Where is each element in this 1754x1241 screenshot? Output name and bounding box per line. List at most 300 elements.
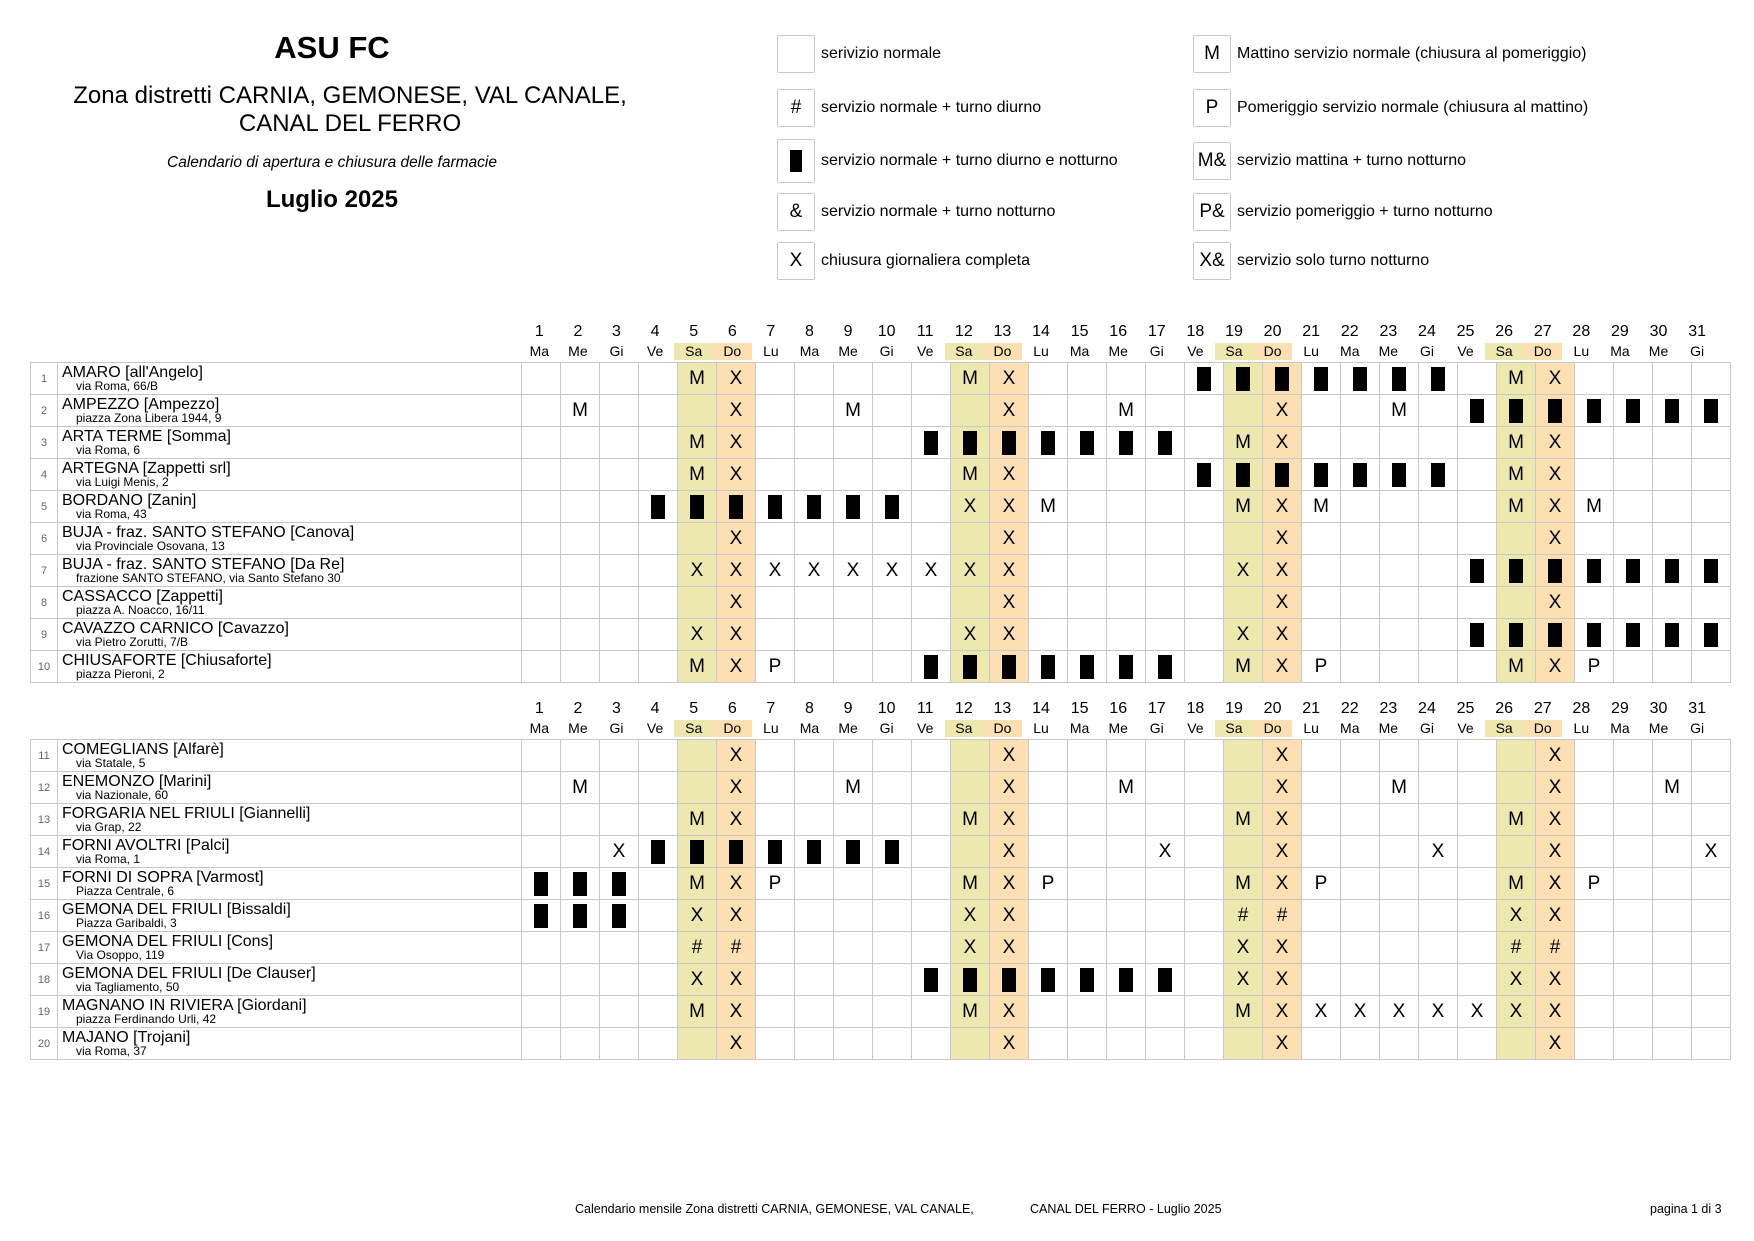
schedule-cell [1107, 587, 1146, 619]
schedule-cell [1068, 964, 1107, 996]
schedule-cell: X [1263, 1028, 1302, 1060]
weekday-label: Ve [917, 720, 934, 736]
schedule-cell [1146, 491, 1185, 523]
turno-block-icon [1080, 968, 1094, 992]
schedule-cell [639, 395, 678, 427]
schedule-cell: X [1263, 996, 1302, 1028]
schedule-cell [1692, 804, 1731, 836]
weekday-label: Me [838, 720, 858, 736]
day-number: 2 [573, 700, 583, 717]
schedule-cell [1341, 459, 1380, 491]
schedule-cell: M [951, 363, 990, 395]
schedule-cell [1458, 523, 1497, 555]
schedule-cell [600, 459, 639, 491]
turno-block-icon [1548, 559, 1562, 583]
schedule-cell [756, 363, 795, 395]
schedule-cell [1341, 836, 1380, 868]
pharmacy-address: frazione SANTO STEFANO, via Santo Stefano 30 [76, 571, 341, 585]
day-number: 3 [612, 700, 621, 717]
day-number: 26 [1495, 700, 1514, 717]
turno-block-icon [963, 431, 977, 455]
schedule-cell: P [756, 651, 795, 683]
schedule-cell [912, 996, 951, 1028]
pharmacy-address: via Roma, 66/B [76, 379, 159, 393]
turno-block-icon [1587, 399, 1601, 423]
pharmacy-name: ARTEGNA [Zappetti srl] [62, 460, 231, 477]
schedule-cell [1614, 523, 1653, 555]
schedule-cell: M [1497, 459, 1536, 491]
pharmacy-address: via Roma, 6 [76, 443, 141, 457]
schedule-cell [522, 964, 561, 996]
weekday-label: Gi [879, 720, 894, 736]
schedule-cell [1653, 651, 1692, 683]
schedule-cell [600, 491, 639, 523]
schedule-cell [1302, 459, 1341, 491]
pharmacy-row [31, 900, 1731, 932]
schedule-cell: M [951, 459, 990, 491]
schedule-cell [756, 804, 795, 836]
legend-item [1193, 192, 1493, 232]
pharmacy-address: piazza A. Noacco, 16/11 [76, 603, 205, 617]
day-number: 17 [1147, 700, 1166, 717]
schedule-cell [1146, 587, 1185, 619]
weekday-label: Sa [1485, 720, 1524, 737]
schedule-cell [1341, 1028, 1380, 1060]
day-number: 4 [650, 323, 660, 340]
schedule-cell [1224, 395, 1263, 427]
row-number: 5 [31, 491, 58, 523]
schedule-cell: M [1224, 868, 1263, 900]
schedule-cell [1185, 1028, 1224, 1060]
schedule-cell [1068, 804, 1107, 836]
schedule-cell: X [1536, 772, 1575, 804]
schedule-cell [639, 363, 678, 395]
turno-block-icon [1236, 463, 1250, 487]
schedule-cell [1107, 427, 1146, 459]
schedule-cell [1614, 619, 1653, 651]
schedule-cell: X [717, 740, 756, 772]
schedule-cell [1380, 804, 1419, 836]
schedule-cell [1419, 491, 1458, 523]
schedule-cell [912, 363, 951, 395]
schedule-cell [1341, 740, 1380, 772]
schedule-cell [834, 619, 873, 651]
schedule-cell [1068, 555, 1107, 587]
schedule-cell [912, 868, 951, 900]
weekday-label: Sa [1485, 343, 1524, 360]
schedule-cell [1029, 740, 1068, 772]
schedule-cell [756, 523, 795, 555]
turno-block-icon [1626, 559, 1640, 583]
legend-text: servizio normale + turno diurno [821, 99, 1042, 116]
schedule-cell [522, 996, 561, 1028]
schedule-cell [1146, 459, 1185, 491]
legend-item [777, 241, 1030, 281]
schedule-cell [1185, 740, 1224, 772]
pharmacy-address: via Roma, 37 [76, 1044, 147, 1058]
day-number: 20 [1263, 323, 1282, 340]
schedule-cell [1341, 964, 1380, 996]
schedule-cell [522, 363, 561, 395]
schedule-cell [1614, 964, 1653, 996]
day-number: 14 [1032, 700, 1050, 717]
schedule-cell [1614, 740, 1653, 772]
row-number: 17 [31, 932, 58, 964]
pharmacy-address: via Roma, 43 [76, 507, 147, 521]
schedule-cell [1380, 1028, 1419, 1060]
schedule-cell: X [951, 932, 990, 964]
schedule-cell [873, 587, 912, 619]
day-number: 11 [916, 323, 934, 340]
schedule-cell: X [717, 996, 756, 1028]
schedule-cell [1185, 868, 1224, 900]
schedule-cell [1107, 900, 1146, 932]
schedule-cell [1653, 587, 1692, 619]
turno-block-icon [885, 840, 899, 864]
schedule-cell [912, 964, 951, 996]
turno-block-icon [807, 840, 821, 864]
schedule-cell [678, 740, 717, 772]
schedule-cell [1614, 772, 1653, 804]
day-number: 3 [612, 323, 621, 340]
schedule-cell [951, 395, 990, 427]
schedule-cell [1692, 587, 1731, 619]
schedule-cell: M [678, 996, 717, 1028]
schedule-cell: X [1224, 619, 1263, 651]
schedule-cell: M [1224, 804, 1263, 836]
schedule-cell [1068, 740, 1107, 772]
schedule-cell: M [834, 772, 873, 804]
day-number: 8 [805, 323, 814, 340]
schedule-cell: X [990, 459, 1029, 491]
day-number: 21 [1302, 700, 1321, 717]
schedule-cell: X [717, 964, 756, 996]
schedule-cell [1575, 363, 1614, 395]
schedule-cell [756, 459, 795, 491]
legend-text: chiusura giornaliera completa [821, 252, 1030, 269]
schedule-cell: X [990, 996, 1029, 1028]
schedule-cell: X [678, 555, 717, 587]
legend-symbol: & [777, 193, 815, 231]
day-number: 19 [1225, 323, 1243, 340]
turno-block-icon [729, 495, 743, 519]
schedule-cell: M [678, 868, 717, 900]
schedule-cell [639, 523, 678, 555]
turno-block-icon [1665, 623, 1679, 647]
schedule-cell [1146, 1028, 1185, 1060]
schedule-cell: M [951, 804, 990, 836]
schedule-cell [1458, 651, 1497, 683]
weekday-label: Gi [1149, 343, 1164, 359]
schedule-cell [1146, 363, 1185, 395]
turno-block-icon [924, 655, 938, 679]
schedule-cell [639, 740, 678, 772]
schedule-cell [1341, 900, 1380, 932]
day-number: 2 [573, 323, 583, 340]
schedule-cell [1575, 964, 1614, 996]
schedule-cell: X [600, 836, 639, 868]
schedule-cell [756, 491, 795, 523]
schedule-cell [639, 459, 678, 491]
schedule-cell [600, 932, 639, 964]
row-number: 19 [31, 996, 58, 1028]
schedule-cell [1419, 395, 1458, 427]
weekday-label: Ve [646, 343, 664, 359]
schedule-cell [1458, 459, 1497, 491]
pharmacy-address: piazza Zona Libera 1944, 9 [76, 411, 222, 425]
day-number: 12 [954, 323, 973, 340]
day-number: 23 [1379, 323, 1398, 340]
schedule-cell [834, 491, 873, 523]
turno-block-icon [1665, 399, 1679, 423]
legend-item [1193, 241, 1429, 281]
pharmacy-name: FORNI AVOLTRI [Palci] [62, 837, 230, 854]
schedule-cell: X [990, 363, 1029, 395]
day-number: 25 [1456, 323, 1475, 340]
schedule-cell [1614, 491, 1653, 523]
schedule-cell [1653, 619, 1692, 651]
weekday-label: Do [983, 343, 1022, 360]
schedule-cell: X [1263, 555, 1302, 587]
schedule-cell [1653, 996, 1692, 1028]
schedule-cell [1692, 772, 1731, 804]
schedule-cell [1068, 1028, 1107, 1060]
weekday-label: Sa [945, 720, 984, 737]
schedule-cell: X [717, 555, 756, 587]
schedule-cell [795, 523, 834, 555]
schedule-cell [1185, 996, 1224, 1028]
schedule-cell [873, 523, 912, 555]
schedule-cell [1419, 363, 1458, 395]
schedule-cell [561, 804, 600, 836]
turno-block-icon [1119, 655, 1133, 679]
legend-item [777, 34, 941, 74]
schedule-cell [1146, 932, 1185, 964]
pharmacy-row [31, 587, 1731, 619]
pharmacy-address: via Grap, 22 [76, 820, 142, 834]
turno-block-icon [534, 872, 548, 896]
schedule-cell [990, 427, 1029, 459]
schedule-cell [1029, 363, 1068, 395]
legend-item [777, 141, 1118, 181]
schedule-cell [600, 868, 639, 900]
pharmacy-name: AMPEZZO [Ampezzo] [62, 396, 220, 413]
legend-text: servizio normale + turno notturno [821, 203, 1056, 220]
schedule-cell: M [1224, 491, 1263, 523]
schedule-cell: X [1536, 427, 1575, 459]
schedule-cell [1614, 587, 1653, 619]
day-number: 24 [1418, 323, 1436, 340]
pharmacy-address: piazza Ferdinando Urli, 42 [76, 1012, 217, 1026]
schedule-cell [1458, 868, 1497, 900]
schedule-cell [912, 900, 951, 932]
turno-block-icon [1704, 623, 1718, 647]
legend-symbol [777, 35, 815, 73]
schedule-cell [1302, 964, 1341, 996]
day-number: 31 [1688, 323, 1706, 340]
schedule-cell [561, 900, 600, 932]
schedule-cell [522, 836, 561, 868]
pharmacy-row [31, 459, 1731, 491]
schedule-cell [639, 651, 678, 683]
schedule-cell: X [717, 1028, 756, 1060]
schedule-cell [678, 523, 717, 555]
schedule-cell [639, 772, 678, 804]
schedule-cell [990, 651, 1029, 683]
day-number: 10 [877, 700, 896, 717]
schedule-cell: X [795, 555, 834, 587]
schedule-cell [1029, 427, 1068, 459]
schedule-cell [1185, 459, 1224, 491]
schedule-cell: X [678, 964, 717, 996]
pharmacy-name: FORNI DI SOPRA [Varmost] [62, 869, 264, 886]
schedule-cell [600, 1028, 639, 1060]
schedule-cell [1185, 587, 1224, 619]
schedule-cell: X [1263, 427, 1302, 459]
pharmacy-table [30, 362, 1731, 683]
day-number: 9 [843, 323, 853, 340]
schedule-cell [1497, 395, 1536, 427]
schedule-cell [1458, 587, 1497, 619]
pharmacy-address: via Roma, 1 [76, 852, 141, 866]
schedule-cell [795, 804, 834, 836]
schedule-cell [873, 619, 912, 651]
schedule-cell [1224, 459, 1263, 491]
schedule-cell [873, 491, 912, 523]
schedule-cell [1068, 651, 1107, 683]
schedule-cell [600, 427, 639, 459]
schedule-cell [678, 587, 717, 619]
schedule-cell: X [990, 836, 1029, 868]
pharmacy-row [31, 740, 1731, 772]
schedule-cell [951, 651, 990, 683]
day-number: 8 [805, 700, 814, 717]
schedule-cell [1614, 651, 1653, 683]
schedule-cell [1614, 996, 1653, 1028]
pharmacy-address: via Provinciale Osovana, 13 [76, 539, 225, 553]
schedule-cell [795, 651, 834, 683]
pharmacy-address: via Nazionale, 60 [76, 788, 169, 802]
schedule-cell [912, 772, 951, 804]
day-header [520, 321, 1716, 360]
pharmacy-name: ARTA TERME [Somma] [62, 428, 231, 445]
schedule-cell: X [1497, 900, 1536, 932]
turno-block-icon [1431, 463, 1445, 487]
schedule-cell: M [1497, 651, 1536, 683]
schedule-cell [522, 523, 561, 555]
schedule-cell [1536, 555, 1575, 587]
schedule-cell [561, 836, 600, 868]
weekday-label: Me [838, 343, 858, 359]
schedule-cell [834, 1028, 873, 1060]
schedule-cell: X [990, 395, 1029, 427]
schedule-cell [1146, 427, 1185, 459]
schedule-cell [1653, 740, 1692, 772]
schedule-cell [1497, 740, 1536, 772]
schedule-cell [639, 619, 678, 651]
weekday-label: Sa [674, 720, 713, 737]
schedule-cell [1419, 964, 1458, 996]
schedule-cell [1458, 491, 1497, 523]
schedule-cell: X [1263, 619, 1302, 651]
pharmacy-cell [58, 651, 522, 683]
schedule-cell [1692, 555, 1731, 587]
schedule-cell [1107, 1028, 1146, 1060]
schedule-cell [834, 900, 873, 932]
pharmacy-name: MAJANO [Trojani] [62, 1029, 191, 1046]
legend-item [777, 88, 1041, 128]
schedule-cell [912, 491, 951, 523]
pharmacy-cell [58, 740, 522, 772]
schedule-cell [1302, 395, 1341, 427]
turno-block-icon [651, 495, 665, 519]
schedule-cell [1068, 619, 1107, 651]
schedule-cell [522, 619, 561, 651]
schedule-cell [1185, 491, 1224, 523]
row-number: 20 [31, 1028, 58, 1060]
schedule-cell [1185, 836, 1224, 868]
schedule-cell [600, 772, 639, 804]
turno-block-icon [1197, 367, 1211, 391]
schedule-cell [834, 459, 873, 491]
schedule-cell [639, 868, 678, 900]
schedule-cell: M [1380, 395, 1419, 427]
weekday-label: Me [1108, 343, 1128, 359]
weekday-label: Me [1648, 343, 1669, 359]
schedule-cell: X [1263, 491, 1302, 523]
schedule-cell [1575, 900, 1614, 932]
schedule-cell [1575, 996, 1614, 1028]
schedule-cell [1497, 619, 1536, 651]
schedule-cell: X [717, 868, 756, 900]
weekday-label: Do [1253, 343, 1292, 360]
schedule-cell [1614, 363, 1653, 395]
pharmacy-address: via Pietro Zorutti, 7/B [76, 635, 189, 649]
weekday-label: Me [568, 720, 588, 736]
schedule-cell [639, 427, 678, 459]
schedule-cell [795, 427, 834, 459]
schedule-cell: X [1263, 740, 1302, 772]
schedule-cell [756, 996, 795, 1028]
schedule-cell [1107, 836, 1146, 868]
day-number: 23 [1379, 700, 1398, 717]
schedule-cell: X [1536, 996, 1575, 1028]
weekday-label: Ma [1340, 343, 1360, 359]
schedule-cell [1458, 427, 1497, 459]
turno-block-icon [1275, 367, 1289, 391]
schedule-cell [1575, 836, 1614, 868]
schedule-cell [1692, 395, 1731, 427]
pharmacy-cell [58, 964, 522, 996]
schedule-cell [1029, 555, 1068, 587]
schedule-cell [873, 395, 912, 427]
schedule-cell [1575, 772, 1614, 804]
schedule-cell [1224, 1028, 1263, 1060]
schedule-cell [522, 804, 561, 836]
schedule-cell [1107, 804, 1146, 836]
turno-block-icon [768, 840, 782, 864]
day-number: 16 [1109, 700, 1128, 717]
schedule-cell: P [1575, 651, 1614, 683]
schedule-cell [912, 932, 951, 964]
row-number: 13 [31, 804, 58, 836]
schedule-cell [600, 651, 639, 683]
schedule-cell [1302, 619, 1341, 651]
turno-block-icon [1704, 559, 1718, 583]
schedule-cell [1146, 900, 1185, 932]
schedule-cell: X [1692, 836, 1731, 868]
schedule-cell [1614, 427, 1653, 459]
